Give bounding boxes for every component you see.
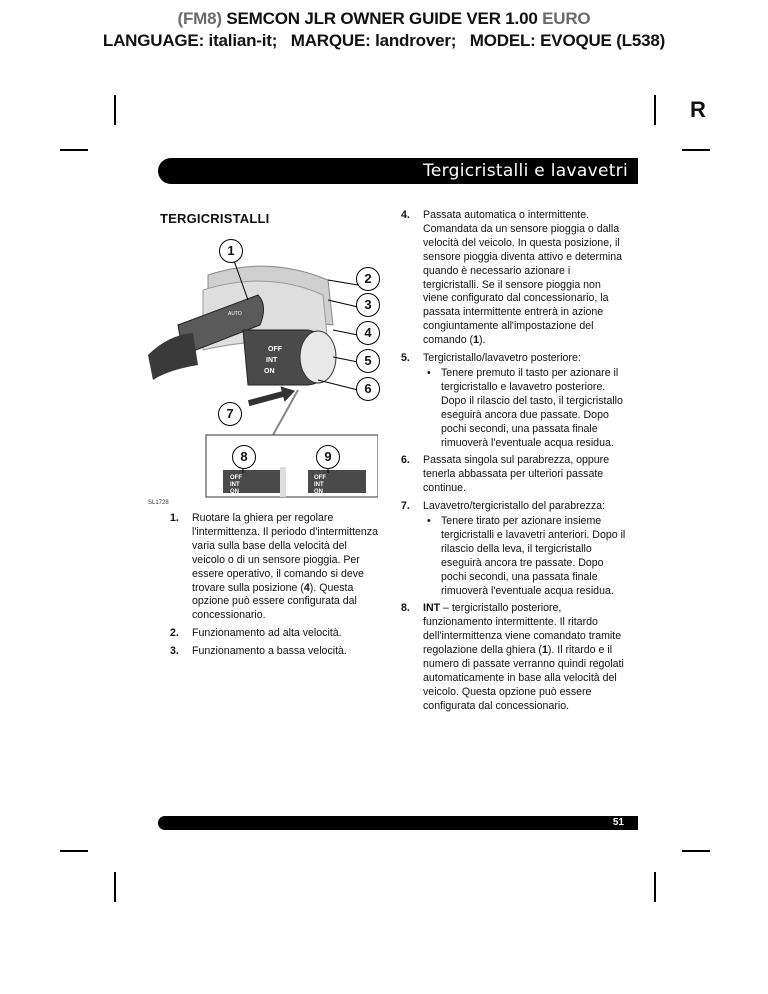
crop-mark	[682, 850, 710, 852]
svg-text:OFF: OFF	[230, 475, 242, 481]
callout-1: 1	[219, 239, 243, 263]
stalk-auto-label: AUTO	[228, 311, 242, 317]
list-item: 3. Funzionamento a bassa velocità.	[170, 645, 347, 658]
crop-mark	[682, 149, 710, 151]
callout-6: 6	[356, 377, 380, 401]
left-column	[170, 512, 378, 663]
section-title: TERGICRISTALLI	[160, 211, 270, 226]
crop-mark	[114, 872, 116, 902]
stalk-off-label: OFF	[268, 346, 282, 353]
wiper-stalk-illustration	[148, 235, 378, 520]
crop-mark	[60, 850, 88, 852]
wiper-stalk-drawing	[148, 235, 378, 520]
header-suffix: EURO	[542, 9, 591, 28]
crop-mark	[60, 149, 88, 151]
crop-mark	[654, 872, 656, 902]
document-header-line2: LANGUAGE: italian-it; MARQUE: landrover; MODEL: EVOQUE (L538)	[102, 31, 666, 50]
list-item: 1. Ruotare la ghiera per regolare l'intermittenza. Il periodo d'intermittenza varia sulla base della velocità del veicolo o di un sensore pioggia. Per essere operativo, il comando si deve trovare sulla posizione (4). Questa opzione può essere configurata dal concessionario.	[170, 512, 378, 622]
header-prefix: (FM8)	[177, 9, 222, 28]
bullet-item: • Tenere premuto il tasto per azionare il tergicristallo e lavavetro posteriore. Dopo il rilascio del tasto, il tergicristallo eseguirà ancora due passate. Dopo pochi secondi, una passata finale rimuoverà l'eventuale acqua residua.	[423, 367, 629, 450]
callout-7: 7	[218, 402, 242, 426]
callout-4: 4	[356, 321, 380, 345]
chapter-banner	[158, 158, 638, 184]
list-item: 4. Passata automatica o intermittente. Comandata da un sensore pioggia o dalla velocità del veicolo. In questa posizione, il sensore pioggia diventa attivo e determina quando è necessario azionare i tergicristalli. Se il sensore pioggia non viene configurato dal concessionario, la passata intermittente entrerà in azione congiuntamente all'impostazione del comando (1).	[401, 209, 623, 347]
chapter-title: Tergicristalli e lavavetri	[423, 161, 628, 181]
page-footer-bar	[158, 816, 638, 830]
svg-text:INT: INT	[230, 482, 240, 488]
callout-5: 5	[356, 349, 380, 373]
svg-text:OFF: OFF	[314, 475, 326, 481]
bullet-item: • Tenere tirato per azionare insieme tergicristalli e lavavetri anteriori. Dopo il rilascio della leva, il tergicristallo eseguirà ancora tre passate. Dopo pochi secondi, una passata finale rimuoverà l'eventuale acqua residua.	[423, 515, 629, 598]
svg-text:ON: ON	[314, 489, 323, 495]
list-item: 6. Passata singola sul parabrezza, oppure tenerla abbassata per ulteriori passate continue.	[401, 454, 610, 495]
header-main: SEMCON JLR OWNER GUIDE VER 1.00	[226, 9, 538, 28]
svg-text:INT: INT	[314, 482, 324, 488]
stalk-int-label: INT	[266, 357, 278, 364]
callout-8: 8	[232, 445, 256, 469]
list-item: 8. INT – tergicristallo posteriore, funzionamento intermittente. Il ritardo dell'intermittenza viene comandato tramite regolazione della ghiera (1). Il ritardo e il numero di passate verranno quindi regolati automaticamente in base alla velocità del veicolo. Questa opzione può essere configurata dal concessionario.	[401, 602, 624, 712]
crop-mark	[654, 95, 656, 125]
list-item: 7. Lavavetro/tergicristallo del parabrezza: • Tenere tirato per azionare insieme tergicristalli e lavavetri anteriori. Dopo il rilascio della leva, il tergicristallo eseguirà ancora tre passate. Dopo pochi secondi, una passata finale rimuoverà l'eventuale acqua residua.	[401, 500, 629, 598]
list-item: 2. Funzionamento ad alta velocità.	[170, 627, 342, 640]
document-header-line1	[0, 9, 768, 29]
right-column	[401, 209, 629, 718]
crop-mark	[114, 95, 116, 125]
figure-code: SL1728	[148, 500, 169, 506]
callout-2: 2	[356, 267, 380, 291]
callout-9: 9	[316, 445, 340, 469]
stalk-on-label: ON	[264, 368, 275, 375]
svg-text:ON: ON	[230, 489, 239, 495]
callout-3: 3	[356, 293, 380, 317]
list-item: 5. Tergicristallo/lavavetro posteriore: • Tenere premuto il tasto per azionare il tergicristallo e lavavetro posteriore. Dopo il rilascio del tasto, il tergicristallo eseguirà ancora due passate. Dopo pochi secondi, una passata finale rimuoverà l'eventuale acqua residua.	[401, 352, 629, 450]
section-tab-letter: R	[690, 97, 706, 122]
page-number: 51	[612, 817, 624, 828]
